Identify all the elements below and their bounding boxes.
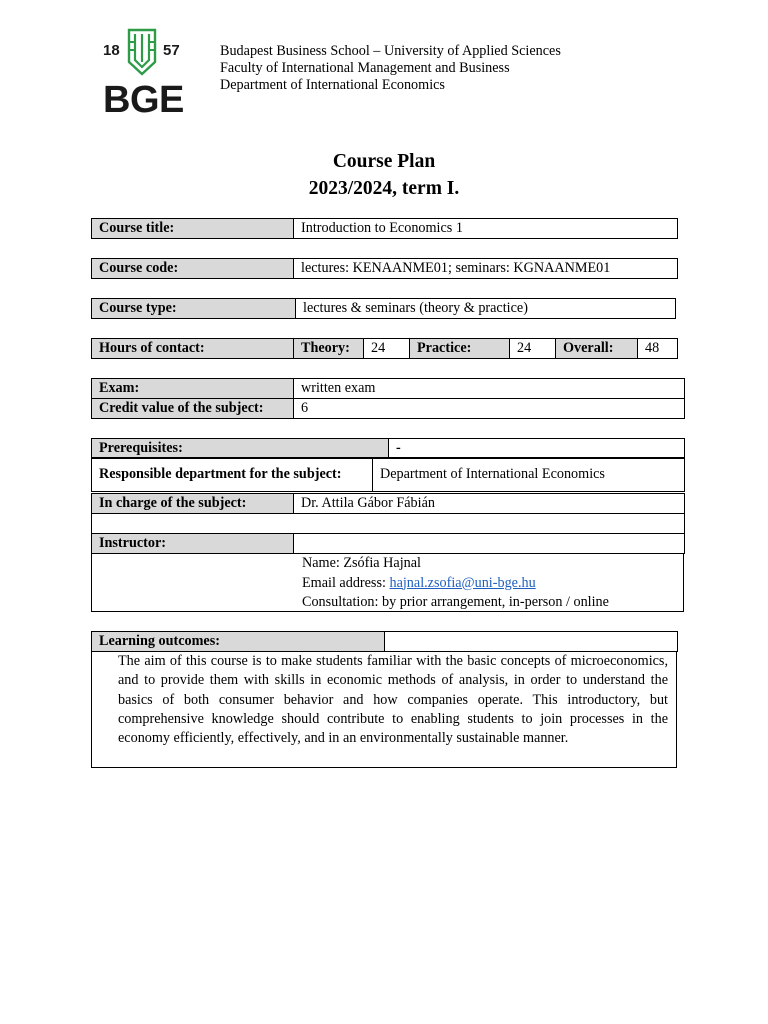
prerequisites-label: Prerequisites: [92, 439, 389, 459]
course-type-value: lectures & seminars (theory & practice) [296, 299, 676, 319]
institution-header [220, 43, 561, 94]
hours-table [91, 338, 678, 359]
blank-row [92, 514, 685, 534]
hours-label: Hours of contact: [92, 339, 294, 359]
learning-outcomes-label: Learning outcomes: [92, 632, 385, 652]
learning-outcomes-body [91, 651, 677, 768]
course-type-table [91, 298, 676, 319]
instructor-email-line [302, 574, 609, 594]
theory-value: 24 [364, 339, 410, 359]
instructor-email-label: Email address: [302, 574, 390, 591]
credit-value: 6 [294, 399, 685, 419]
credit-label: Credit value of the subject: [92, 399, 294, 419]
instructor-email-link[interactable]: hajnal.zsofia@uni-bge.hu [389, 574, 536, 591]
responsible-department-label: Responsible department for the subject: [92, 458, 373, 492]
course-code-table [91, 258, 678, 279]
learning-outcomes-header-spacer [385, 632, 678, 652]
exam-value: written exam [294, 379, 685, 399]
responsible-department-table [91, 457, 685, 492]
instructor-consultation: Consultation: by prior arrangement, in-person / online [302, 594, 609, 610]
logo-wordmark: BGE [103, 79, 184, 121]
exam-credit-table [91, 378, 685, 419]
in-charge-label: In charge of the subject: [92, 494, 294, 514]
prerequisites-value: - [389, 439, 685, 459]
course-title-label: Course title: [92, 219, 294, 239]
instructor-details [91, 553, 684, 612]
instructor-name: Name: Zsófia Hajnal [302, 555, 421, 571]
course-title-table [91, 218, 678, 239]
practice-value: 24 [510, 339, 556, 359]
instructor-label-spacer [294, 534, 685, 554]
prerequisites-table [91, 438, 685, 459]
practice-label: Practice: [410, 339, 510, 359]
course-type-label: Course type: [92, 299, 296, 319]
learning-outcomes-header [91, 631, 678, 652]
bge-logo [100, 28, 184, 122]
overall-label: Overall: [556, 339, 638, 359]
exam-label: Exam: [92, 379, 294, 399]
theory-label: Theory: [294, 339, 364, 359]
institution-line: Faculty of International Management and Business [220, 60, 510, 76]
overall-value: 48 [638, 339, 678, 359]
responsible-department-value: Department of International Economics [373, 458, 685, 492]
course-code-label: Course code: [92, 259, 294, 279]
document-title: Course Plan [332, 151, 436, 172]
logo-year-right: 57 [163, 42, 180, 59]
course-code-value: lectures: KENAANME01; seminars: KGNAANME01 [294, 259, 678, 279]
in-charge-table [91, 493, 685, 554]
document-subtitle: 2023/2024, term I. [308, 178, 460, 199]
course-title-value: Introduction to Economics 1 [294, 219, 678, 239]
learning-outcomes-text: The aim of this course is to make students familiar with the basic concepts of microeconomics, and to provide them with skills in economic methods of analysis, in order to understand the basics of both consumer behavior and how companies operate. This introductory, but comprehensive knowledge should contribute to enabling students to join processes in the economy efficiently, effectively, and in an environmentally sustainable manner. [118, 653, 668, 747]
instructor-label: Instructor: [92, 534, 294, 554]
bge-emblem-icon [127, 28, 157, 76]
logo-year-left: 18 [103, 42, 120, 59]
in-charge-value: Dr. Attila Gábor Fábián [294, 494, 685, 514]
institution-line: Budapest Business School – University of Applied Sciences [220, 43, 561, 59]
institution-line: Department of International Economics [220, 77, 445, 93]
